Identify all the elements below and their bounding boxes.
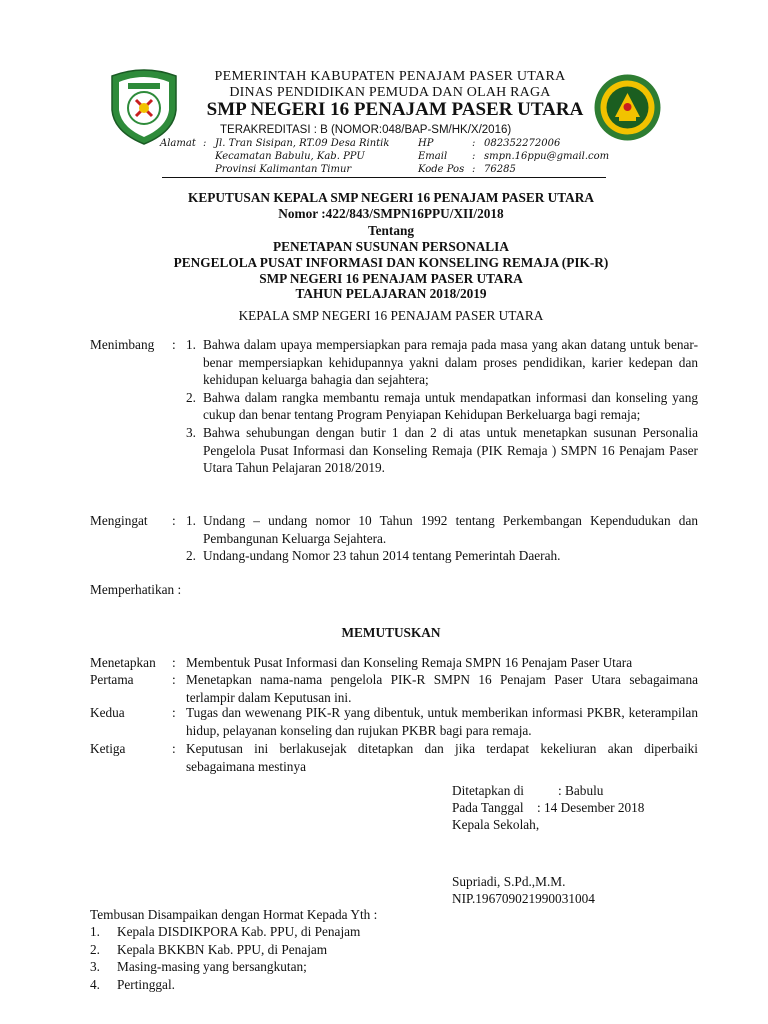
address-line-2: Kecamatan Babulu, Kab. PPU [215,151,365,162]
signatory-nip: NIP.196709021990031004 [452,891,595,906]
department-name: DINAS PENDIDIKAN PEMUDA DAN OLAH RAGA [229,85,551,100]
list-item: 1. Bahwa dalam upaya mempersiapkan para remaja pada masa yang akan datang untuk benar-benar mempersiapkan kehidupannya yakni dalam proses pendidikan, karier kedepan dan kehidupan keluarga bahagia dan sejahtera; [186,337,698,388]
decision-colon: : [172,672,176,687]
decision-label-pertama: Pertama [90,672,134,687]
decree-issuer: KEPALA SMP NEGERI 16 PENAJAM PASER UTARA [238,308,544,323]
contact-colon: : [472,151,476,162]
menimbang-colon: : [172,337,176,352]
decision-label-menetapkan: Menetapkan [90,655,156,670]
memperhatikan-label: Memperhatikan : [90,582,182,597]
tembusan-title: Tembusan Disampaikan dengan Hormat Kepada Yth : [90,907,378,922]
contact-phone: 082352272006 [484,138,561,149]
decision-colon: : [172,705,176,720]
decision-text-kedua: Tugas dan wewenang PIK-R yang dibentuk, untuk memberikan informasi PKBR, keterampilan hidup, pelayanan konseling dan rujukan PKBR bagi para remaja. [186,705,698,738]
decree-subject-1: PENETAPAN SUSUNAN PERSONALIA [273,239,509,254]
signature-place: : Babulu [558,783,604,798]
signature-place-label: Ditetapkan di [452,783,525,798]
letterhead-divider [162,177,606,178]
decree-subject-4: TAHUN PELAJARAN 2018/2019 [295,286,487,301]
signature-position: Kepala Sekolah, [452,817,540,832]
government-name: PEMERINTAH KABUPATEN PENAJAM PASER UTARA [214,69,566,84]
signature-date: : 14 Desember 2018 [537,800,645,815]
decree-subject-2: PENGELOLA PUSAT INFORMASI DAN KONSELING REMAJA (PIK-R) [173,255,609,270]
list-item: 2. Bahwa dalam rangka membantu remaja untuk mendapatkan informasi dan konseling yang cukup dan benar tentang Program Penyiapan Kehidupan Berkeluarga bagi remaja; [186,389,698,423]
decision-text-ketiga: Keputusan ini berlakusejak ditetapkan dan jika terdapat kekeliuran akan diperbaiki sebagaimana mestinya [186,741,698,774]
tembusan-list [90,923,510,993]
decision-label-kedua: Kedua [90,705,125,720]
menimbang-label: Menimbang [90,337,155,352]
contact-label-postcode: Kode Pos [418,164,465,175]
list-item: 3. Bahwa sehubungan dengan butir 1 dan 2 di atas untuk menetapkan susunan Personalia Pengelola Pusat Informasi dan Konseling Remaja (PIK Remaja ) SMPN 16 Penajam Paser Utara Tahun Pelajaran 2018/2019. [186,424,698,476]
list-item: 2. Undang-undang Nomor 23 tahun 2014 tentang Pemerintah Daerah. [186,548,561,564]
school-name: SMP NEGERI 16 PENAJAM PASER UTARA [206,99,584,120]
address-line-1: Jl. Tran Sisipan, RT.09 Desa Rintik [215,138,390,149]
contact-email: smpn.16ppu@gmail.com [484,151,610,162]
accreditation: TERAKREDITASI : B (NOMOR:048/BAP-SM/HK/X/2016) [220,124,512,136]
decision-colon: : [172,655,176,670]
decision-text-pertama: Menetapkan nama-nama pengelola PIK-R SMPN 16 Penajam Paser Utara sebagaimana terlampir dalam Keputusan ini. [186,672,698,705]
decree-subject-3: SMP NEGERI 16 PENAJAM PASER UTARA [259,271,523,286]
address-colon: : [203,138,207,149]
decree-title: KEPUTUSAN KEPALA SMP NEGERI 16 PENAJAM PASER UTARA [188,190,594,205]
address-label: Alamat [160,138,196,149]
list-item: 1. Kepala DISDIKPORA Kab. PPU, di Penajam [90,924,361,939]
address-line-3: Provinsi Kalimantan Timur [215,164,352,175]
decision-text-menetapkan: Membentuk Pusat Informasi dan Konseling Remaja SMPN 16 Penajam Paser Utara [186,655,633,670]
decision-label-ketiga: Ketiga [90,741,126,756]
mengingat-list [186,512,698,565]
menimbang-list [186,336,698,477]
signatory-name: Supriadi, S.Pd.,M.M. [452,874,566,889]
mengingat-colon: : [172,513,176,528]
list-item: 4. Pertinggal. [90,976,175,992]
decree-number: Nomor :422/843/SMPN16PPU/XII/2018 [278,206,504,221]
list-item: 3. Masing-masing yang bersangkutan; [90,959,307,975]
list-item: 1. Undang – undang nomor 10 Tahun 1992 tentang Perkembangan Kependudukan dan Pembangunan Keluarga Sejahtera. [186,513,698,546]
list-item: 2. Kepala BKKBN Kab. PPU, di Penajam [90,941,328,957]
mengingat-label: Mengingat [90,513,148,528]
contact-colon: : [472,138,476,149]
contact-label-email: Email [418,151,448,162]
decision-colon: : [172,741,176,756]
signature-date-label: Pada Tanggal [452,800,524,815]
contact-colon: : [472,164,476,175]
contact-label-phone: HP [418,138,434,149]
decree-about: Tentang [367,223,415,238]
contact-postcode: 76285 [484,164,516,175]
memutuskan-heading: MEMUTUSKAN [341,625,441,640]
